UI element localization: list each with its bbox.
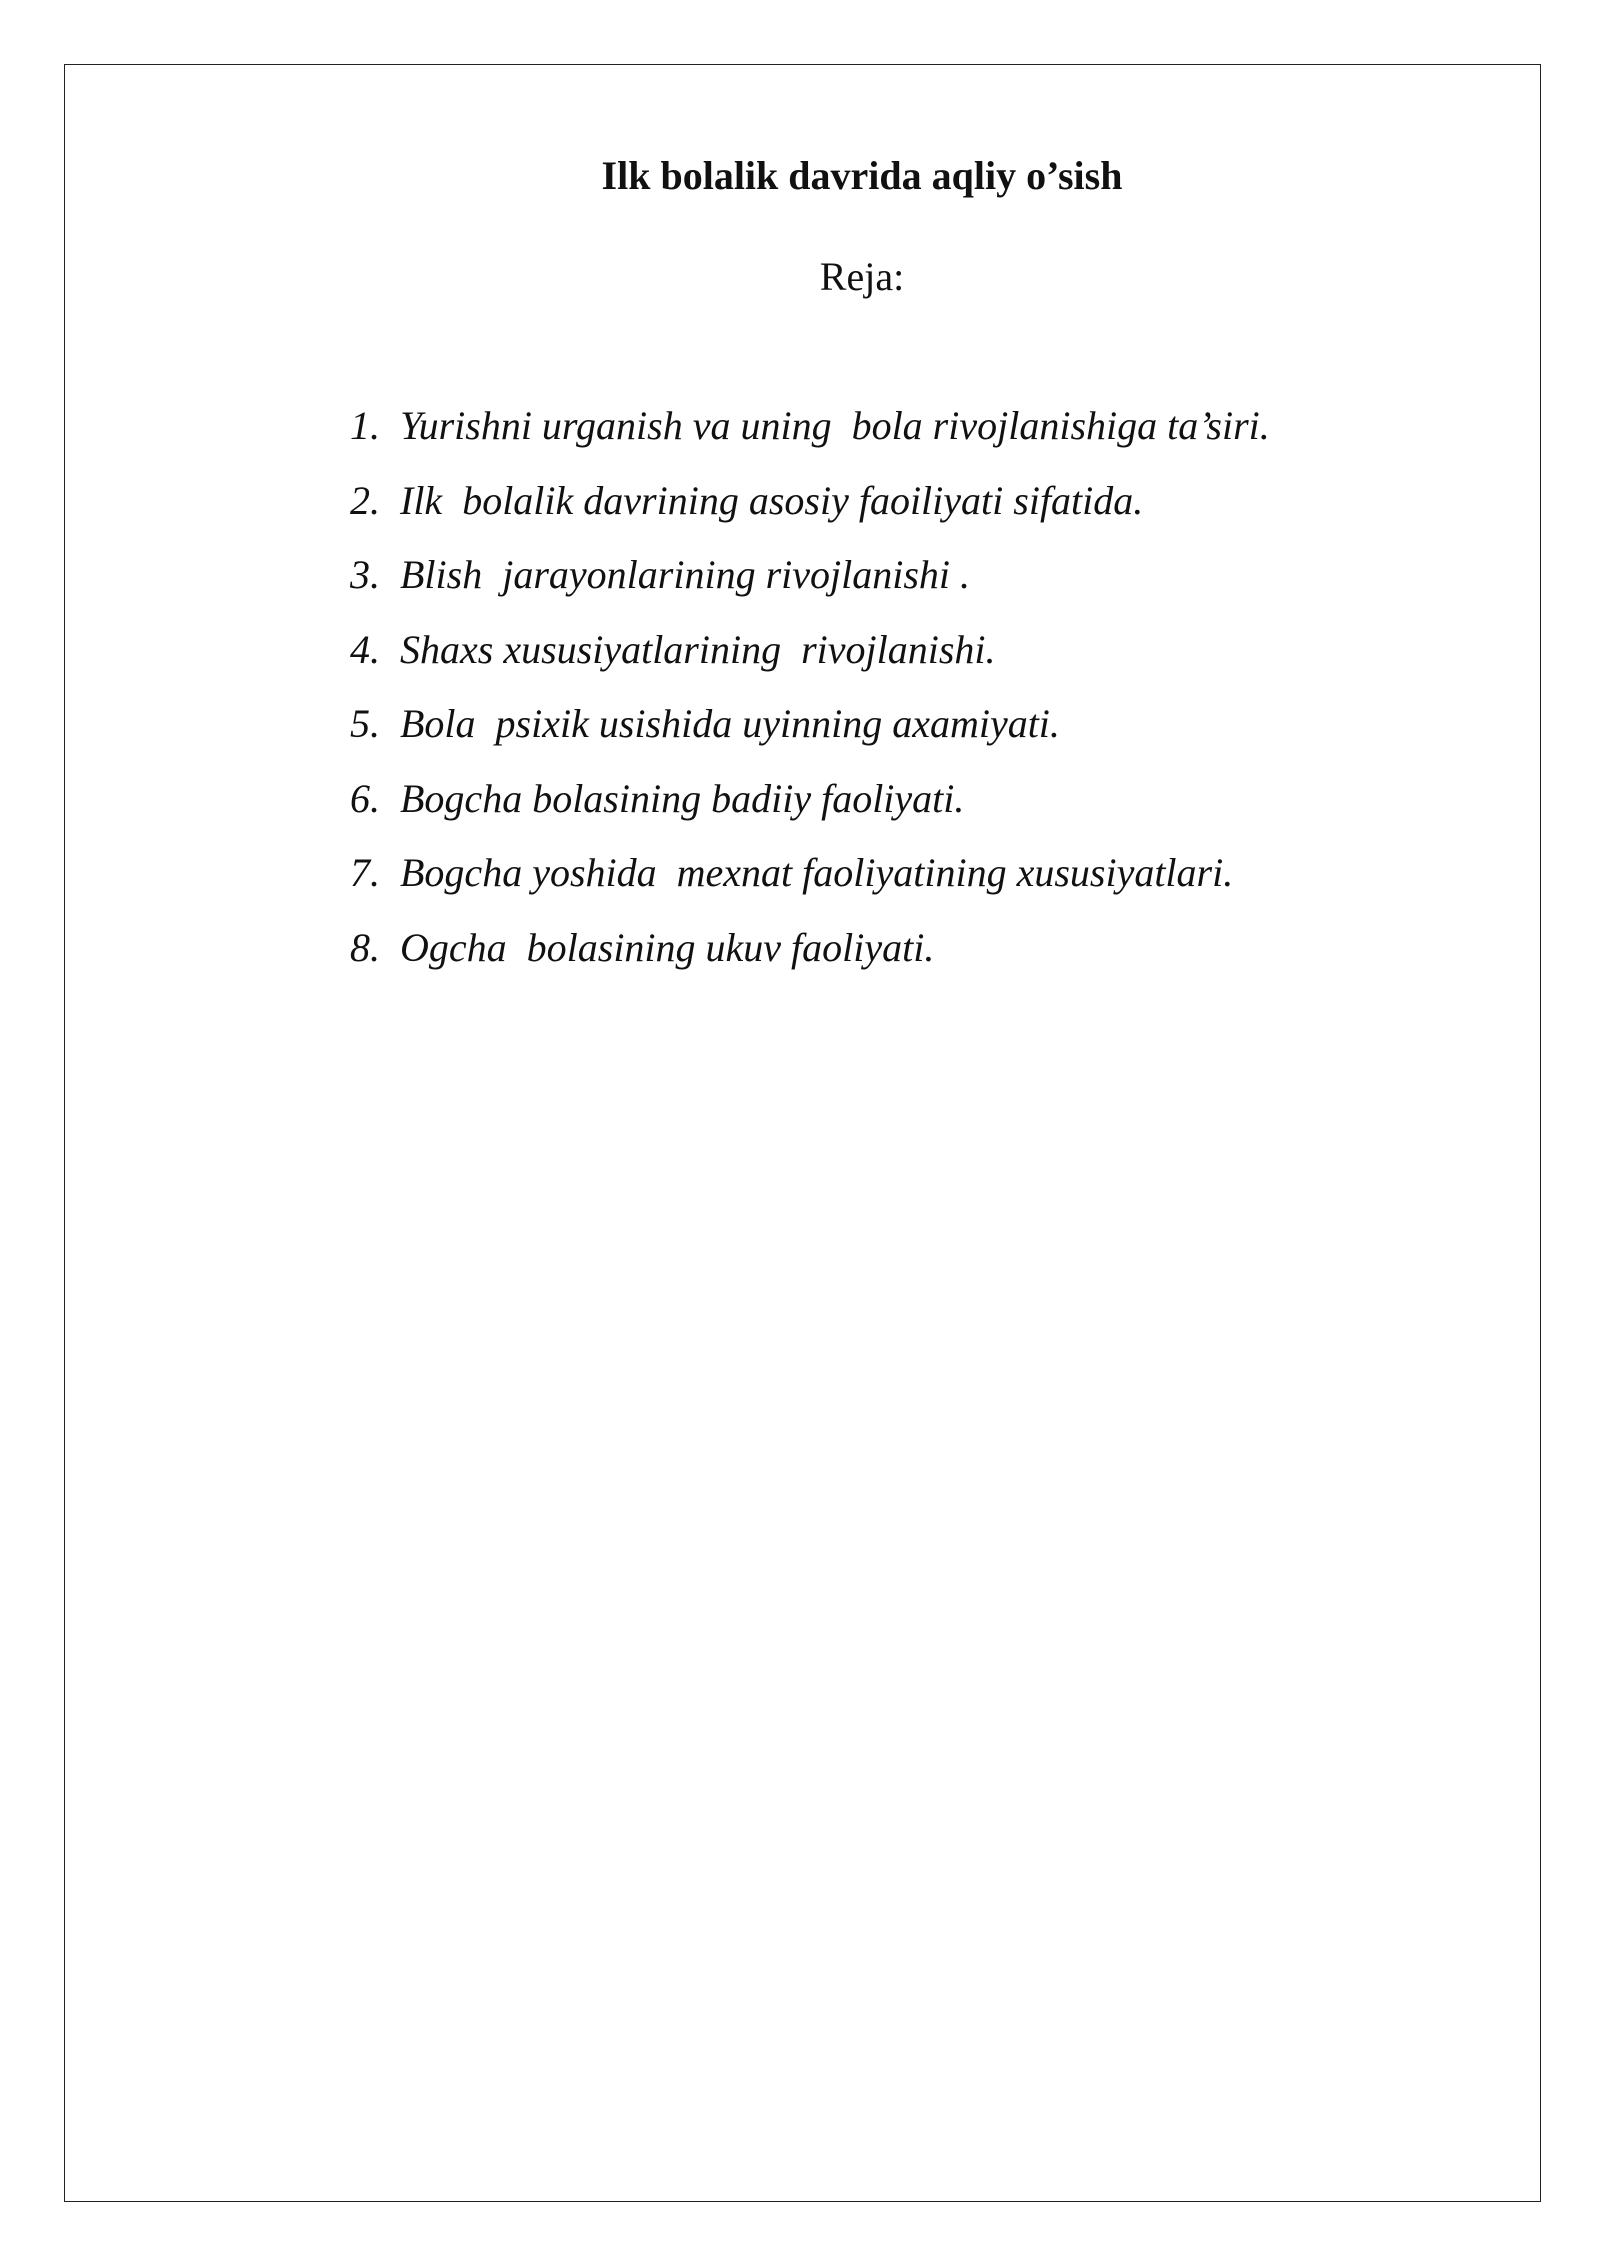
plan-item-1 bbox=[350, 402, 1270, 477]
plan-item-text: Yurishni urganish va uning bola rivojlanishiga ta’siri. bbox=[400, 403, 1270, 448]
plan-item-text: Blish jarayonlarining rivojlanishi . bbox=[400, 552, 971, 597]
plan-item-8 bbox=[350, 924, 1270, 999]
page-border bbox=[64, 64, 1541, 2202]
document-title: Ilk bolalik davrida aqliy o’sish bbox=[601, 153, 1123, 198]
plan-item-4 bbox=[350, 626, 1270, 701]
plan-item-3 bbox=[350, 551, 1270, 626]
plan-item-number: 3. bbox=[350, 552, 380, 597]
plan-item-number: 4. bbox=[350, 626, 380, 672]
plan-item-number: 1. bbox=[350, 403, 380, 448]
plan-item-text: Bogcha yoshida mexnat faoliyatining xususiyatlari. bbox=[400, 850, 1234, 895]
plan-item-text: Bogcha bolasining badiiy faoliyati. bbox=[400, 775, 965, 821]
plan-item-text: Ogcha bolasining ukuv faoliyati. bbox=[400, 924, 935, 970]
plan-list bbox=[350, 402, 1270, 998]
plan-item-7 bbox=[350, 849, 1270, 924]
plan-item-text: Bola psixik usishida uyinning axamiyati. bbox=[400, 701, 1060, 746]
plan-heading: Reja: bbox=[819, 254, 905, 299]
plan-item-number: 8. bbox=[350, 924, 380, 970]
plan-item-5 bbox=[350, 700, 1270, 775]
plan-item-number: 7. bbox=[350, 850, 380, 895]
plan-item-number: 2. bbox=[350, 477, 380, 523]
plan-item-2 bbox=[350, 477, 1270, 552]
plan-item-text: Ilk bolalik davrining asosiy faoiliyati sifatida. bbox=[400, 477, 1144, 523]
plan-item-number: 5. bbox=[350, 701, 380, 746]
plan-item-text: Shaxs xususiyatlarining rivojlanishi. bbox=[400, 626, 996, 672]
plan-item-number: 6. bbox=[350, 775, 380, 821]
plan-item-6 bbox=[350, 775, 1270, 850]
